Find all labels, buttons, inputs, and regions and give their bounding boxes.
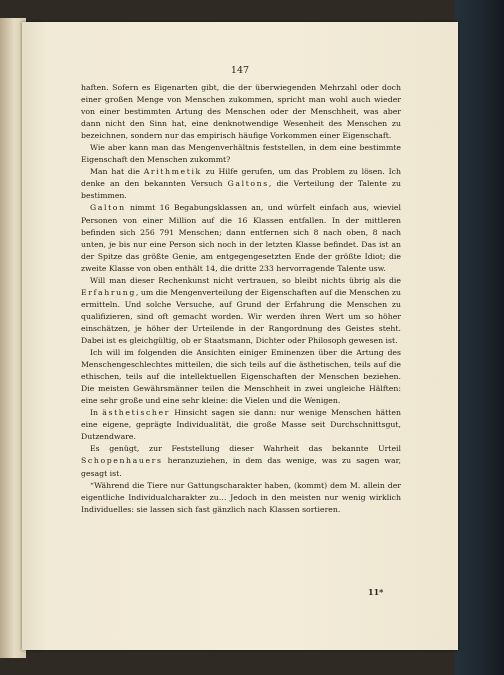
- book-page: [22, 22, 458, 650]
- paragraph-text: zu Hilfe gerufen, um das Problem zu lösen. Ich denke an den bekannten Versuch: [81, 167, 401, 189]
- paragraph: [81, 82, 401, 142]
- emphasized-name: Galtons: [227, 179, 269, 189]
- paragraph: [81, 166, 401, 202]
- sheet-signature: 11*: [368, 587, 384, 597]
- paragraph-text: , die Verteilung der Talente zu bestimmen.: [81, 179, 402, 201]
- paragraph-text: Ich will im folgenden die Ansichten einiger Eminenzen über die Artung des Menschengeschlechtes mitteilen, die sich teils auf die ästhetischen, teils auf die ethischen, teils auf die intellektuellen Eigenschaften der Menschen beziehen. Die meisten Gewährsmänner teilen die Menschheit in zwei ungleiche Hälften: eine sehr große und eine sehr kleine: die Vielen und die Wenigen.: [81, 348, 401, 406]
- paragraph-text: haften. Sofern es Eigenarten gibt, die der überwiegenden Mehrzahl oder doch einer großen Menge von Menschen zukommen, spricht man wohl auch wieder von einer bestimmten Artung des Menschen oder der Menschheit, was aber dann nicht den Sinn hat, eine denknotwendige Wesenheit des Menschen zu bezeichnen, sondern nur das empirisch häufige Vorkommen einer Eigenschaft.: [81, 83, 401, 141]
- body-text: [81, 82, 401, 516]
- emphasized-name: Arithmetik: [143, 167, 202, 177]
- paragraph-text: Wie aber kann man das Mengenverhältnis feststellen, in dem eine bestimmte Eigenschaft den Menschen zukommt?: [81, 143, 401, 165]
- paragraph: [81, 407, 401, 443]
- paragraph: [81, 347, 401, 407]
- page-number: 147: [230, 65, 250, 76]
- paragraph-text: In: [90, 408, 103, 418]
- paragraph: [81, 443, 401, 479]
- emphasized-name: ästhetischer: [102, 408, 170, 418]
- paragraph-text: Will man dieser Rechenkunst nicht vertrauen, so bleibt nichts übrig als die: [90, 275, 401, 285]
- paragraph: [81, 202, 401, 274]
- paragraph-text: Es genügt, zur Feststellung dieser Wahrheit das bekannte Urteil: [90, 444, 401, 454]
- paragraph-text: heranzuziehen, in dem das wenige, was zu sagen war, gesagt ist.: [81, 456, 401, 478]
- paragraph-text: nimmt 16 Begabungsklassen an, und würfelt einfach aus, wieviel Personen von einer Million auf die 16 Klassen entfallen. In der mittleren befinden sich 256 791 Menschen; dann entfernen sich 8 nach oben, 8 nach unten, je bis nur eine Person sich noch in der letzten Klasse befindet. Das ist an der Spitze das größte Genie, am entgegengesetzten Ende der größte Idiot; die zweite Klasse von oben enthält 14, die dritte 233 hervorragende Talente usw.: [81, 203, 401, 273]
- emphasized-name: Erfahrung: [81, 287, 136, 297]
- paragraph-text: “Während die Tiere nur Gattungscharakter haben, (kommt) dem M. allein der eigentliche Individualcharakter zu… Jedoch in den meisten nur wenig wirklich Individuelles: sie lassen sich fast gänzlich nach Klassen sortieren.: [81, 480, 401, 514]
- paragraph: [81, 142, 401, 166]
- emphasized-name: Schopenhauers: [81, 456, 163, 466]
- emphasized-name: Galton: [90, 203, 126, 213]
- paragraph: [81, 480, 401, 516]
- paragraph-text: , um die Mengenverteilung der Eigenschaften auf die Menschen zu ermitteln. Und solche Versuche, auf Grund der Erfahrung die Menschen zu qualifizieren, sind oft gemacht worden. Wir werden ihren Wert um so höher einschätzen, je höher der Urteilende in der Rangordnung des Geistes steht. Dabei ist es gleichgültig, ob er Staatsmann, Dichter oder Philosoph gewesen ist.: [81, 287, 401, 345]
- book-cover: [455, 0, 504, 675]
- paragraph-text: Man hat die: [90, 167, 144, 177]
- paragraph-text: Hinsicht sagen sie dann: nur wenige Menschen hätten eine eigene, geprägte Individualität, die große Masse seit Durchschnittsgut, Dutzendware.: [81, 408, 401, 442]
- paragraph: [81, 275, 401, 347]
